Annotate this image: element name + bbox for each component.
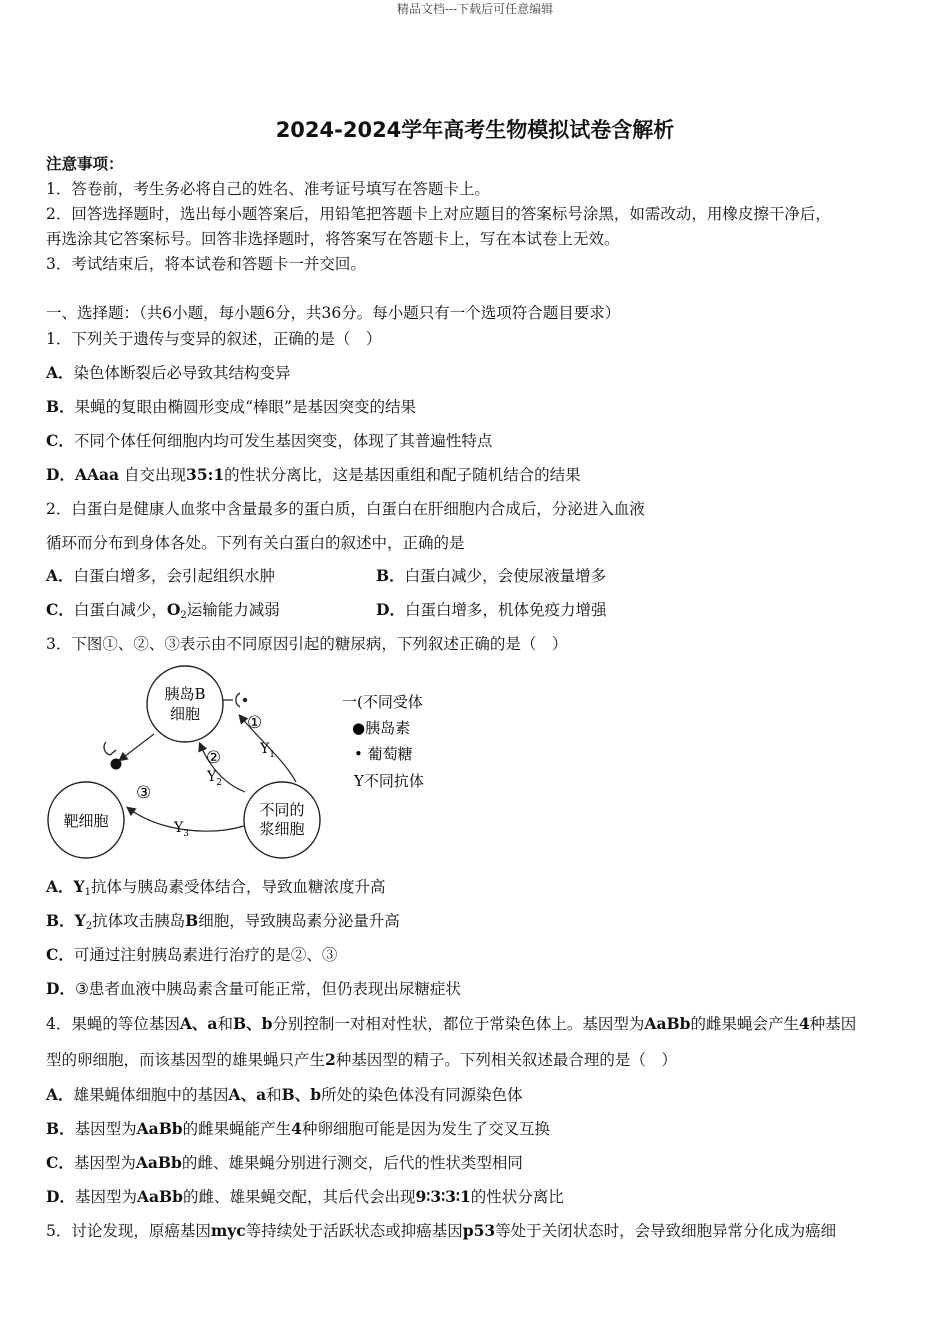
y3-label: $Y_3$ (174, 820, 189, 839)
question-1-stem: 1．下列关于遗传与变异的叙述，正确的是（ ） (46, 330, 382, 348)
glucose-dot-icon (243, 698, 247, 702)
receptor-icon (104, 742, 110, 755)
q4-option-c: C．基因型为AaBb的雌、雄果蝇分别进行测交，后代的性状类型相同 (46, 1153, 523, 1172)
plasma-cell-label: 不同的 (259, 801, 305, 819)
question-4-stem: 4．果蝇的等位基因A、a和B、b分别控制一对相对性状，都位于常染色体上。基因型为AaBb的雌果蝇会产生4种基因 (46, 1014, 857, 1033)
notice-item: 2．回答选择题时，选出每小题答案后，用铅笔把答题卡上对应题目的答案标号涂黑，如需改动，用橡皮擦干净后， (46, 205, 831, 223)
q4-option-b: B．基因型为AaBb的雌果蝇能产生4种卵细胞可能是因为发生了交叉互换 (46, 1119, 550, 1138)
q3-option-a: A．$Y_1$抗体与胰岛素受体结合，导致血糖浓度升高 (46, 877, 386, 898)
q3-option-c: C．可通过注射胰岛素进行治疗的是②、③ (46, 945, 338, 964)
legend-antibody: Y不同抗体 (354, 772, 424, 790)
q2-option-d: D．白蛋白增多，机体免疫力增强 (376, 600, 607, 619)
target-cell-label: 靶细胞 (63, 812, 109, 830)
diabetes-diagram (40, 660, 460, 865)
insulin-dot-icon (111, 759, 122, 770)
islet-b-cell-label: 胰岛B (164, 685, 206, 703)
q4-option-d: D．基因型为AaBb的雌、雄果蝇交配，其后代会出现9∶3∶3∶1的性状分离比 (46, 1187, 564, 1206)
y1-label: $Y_1$ (260, 741, 275, 760)
legend-glucose: • 葡萄糖 (354, 745, 413, 763)
page-title: 2024-2024学年高考生物模拟试卷含解析 (275, 118, 675, 142)
section-heading: 一、选择题：（共6小题，每小题6分，共36分。每小题只有一个选项符合题目要求） (46, 304, 621, 322)
question-2-stem-cont: 循环而分布到身体各处。下列有关白蛋白的叙述中，正确的是 (46, 534, 465, 552)
q2-option-c: C．白蛋白减少，$O_2$运输能力减弱 (46, 600, 280, 621)
question-3-stem: 3．下图①、②、③表示由不同原因引起的糖尿病，下列叙述正确的是（ ） (46, 635, 568, 653)
legend-insulin: ●胰岛素 (352, 719, 411, 737)
islet-b-cell-label: 细胞 (169, 705, 201, 723)
question-5-stem: 5．讨论发现，原癌基因myc等持续处于活跃状态或抑癌基因p53等处于关闭状态时，会导致细胞异常分化成为癌细 (46, 1221, 837, 1240)
page-header: 精品文档---下载后可任意编辑 (396, 2, 554, 16)
receptor-icon (236, 693, 240, 707)
notice-item: 再选涂其它答案标号。回答非选择题时，将答案写在答题卡上，写在本试卷上无效。 (46, 230, 620, 248)
notice-heading: 注意事项： (46, 154, 124, 173)
question-4-stem-cont: 型的卵细胞，而该基因型的雄果蝇只产生2种基因型的精子。下列相关叙述最合理的是（ ） (46, 1050, 677, 1069)
notice-item: 3．考试结束后，将本试卷和答题卡一并交回。 (46, 255, 366, 273)
q1-option-d: D．AAaa 自交出现35:1的性状分离比，这是基因重组和配子随机结合的结果 (46, 465, 581, 484)
label-3: ③ (136, 783, 152, 803)
label-2: ② (206, 748, 222, 768)
label-1: ① (247, 713, 263, 733)
q1-option-a: A．染色体断裂后必导致其结构变异 (46, 363, 291, 382)
q2-option-b: B．白蛋白减少，会使尿液量增多 (376, 566, 607, 585)
question-2-stem: 2．白蛋白是健康人血浆中含量最多的蛋白质，白蛋白在肝细胞内合成后，分泌进入血液 (46, 500, 645, 518)
y2-label: $Y_2$ (207, 769, 222, 788)
legend-receptor: 一(不同受体 (342, 693, 423, 711)
q4-option-a: A．雄果蝇体细胞中的基因A、a和B、b所处的染色体没有同源染色体 (46, 1085, 523, 1104)
islet-b-cell (147, 666, 223, 742)
q1-option-c: C．不同个体任何细胞内均可发生基因突变，体现了其普遍性特点 (46, 431, 493, 450)
q1-option-b: B．果蝇的复眼由椭圆形变成“棒眼”是基因突变的结果 (46, 397, 416, 416)
q2-option-a: A．白蛋白增多，会引起组织水肿 (46, 566, 276, 585)
notice-item: 1．答卷前，考生务必将自己的姓名、准考证号填写在答题卡上。 (46, 180, 490, 198)
q3-option-b: B．$Y_2$抗体攻击胰岛B细胞，导致胰岛素分泌量升高 (46, 911, 400, 932)
plasma-cell-label: 浆细胞 (259, 820, 305, 838)
q3-option-d: D．③患者血液中胰岛素含量可能正常，但仍表现出尿糖症状 (46, 979, 461, 998)
